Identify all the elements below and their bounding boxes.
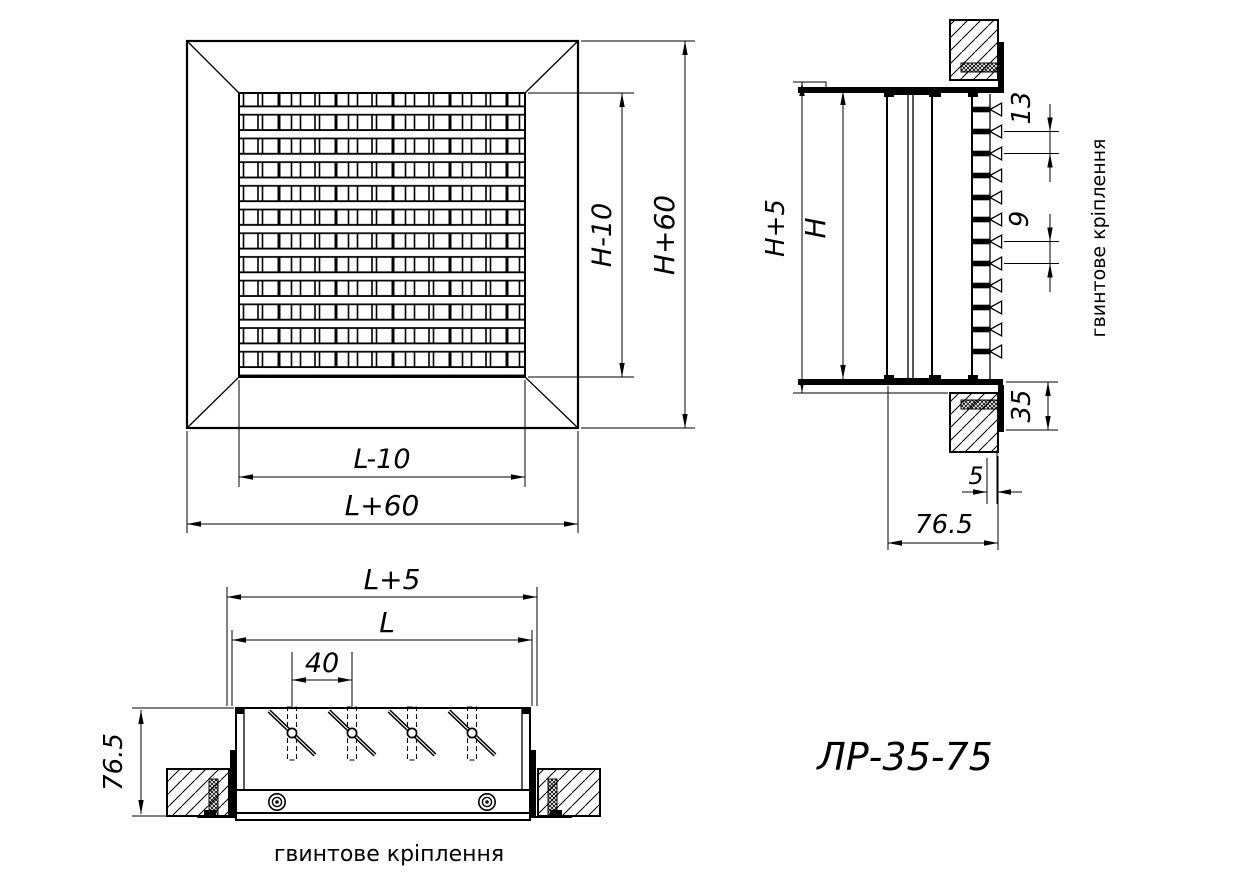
wall-block-right bbox=[538, 769, 600, 816]
screw-thread-top bbox=[961, 63, 1002, 72]
dim-label-lplus5: L+5 bbox=[363, 563, 421, 596]
dim-label-9: 9 bbox=[1005, 210, 1035, 228]
model-designation: ЛР-35-75 bbox=[817, 735, 993, 779]
flange-top bbox=[798, 87, 1003, 93]
louvre-fins bbox=[972, 99, 1003, 363]
section-side-frames bbox=[244, 708, 522, 790]
dim-label-l: L bbox=[379, 606, 395, 639]
dim-label-76-5-section: 76.5 bbox=[99, 733, 129, 791]
dim-wall-gap bbox=[962, 450, 1022, 504]
screw-thread-right bbox=[548, 779, 557, 817]
damper-body bbox=[887, 94, 932, 379]
screw-fastening-note-bottom: гвинтове кріплення bbox=[273, 842, 505, 867]
dim-label-h: H bbox=[799, 217, 832, 239]
damper-blades bbox=[269, 707, 495, 760]
dim-label-l-inner: L-10 bbox=[353, 444, 411, 475]
dim-label-h-inner: H-10 bbox=[587, 202, 618, 268]
fixing-screws bbox=[269, 794, 495, 810]
dim-duct-width bbox=[232, 606, 532, 706]
section-frame-details bbox=[197, 708, 572, 817]
dim-blade-pitch bbox=[1004, 91, 1059, 182]
dim-label-40: 40 bbox=[304, 648, 340, 679]
damper-body-inner-lines bbox=[908, 94, 913, 379]
dim-label-13: 13 bbox=[1007, 91, 1037, 125]
dim-blade-spacing bbox=[292, 648, 352, 706]
front-view bbox=[187, 41, 695, 533]
section-view bbox=[99, 563, 600, 867]
dim-label-l-outer: L+60 bbox=[344, 489, 420, 522]
wall-block-left bbox=[167, 769, 229, 816]
screw-fastening-note-side: гвинтове кріплення bbox=[1088, 138, 1110, 338]
screw-thread-left bbox=[209, 779, 218, 817]
dim-label-h-outer: H+60 bbox=[648, 194, 681, 276]
bracket-top bbox=[998, 42, 1004, 93]
front-grille-core bbox=[239, 93, 525, 377]
screw-thread-bottom bbox=[961, 400, 1002, 409]
dim-blade-gap bbox=[1004, 211, 1059, 292]
dim-label-35: 35 bbox=[1007, 389, 1037, 423]
dim-label-5: 5 bbox=[968, 462, 984, 490]
dim-label-76-5-side: 76.5 bbox=[915, 510, 973, 540]
dim-flange-height bbox=[1006, 382, 1058, 430]
bracket-bottom bbox=[998, 385, 1004, 432]
dim-label-hplus5: H+5 bbox=[761, 199, 791, 257]
side-view bbox=[761, 20, 1110, 550]
